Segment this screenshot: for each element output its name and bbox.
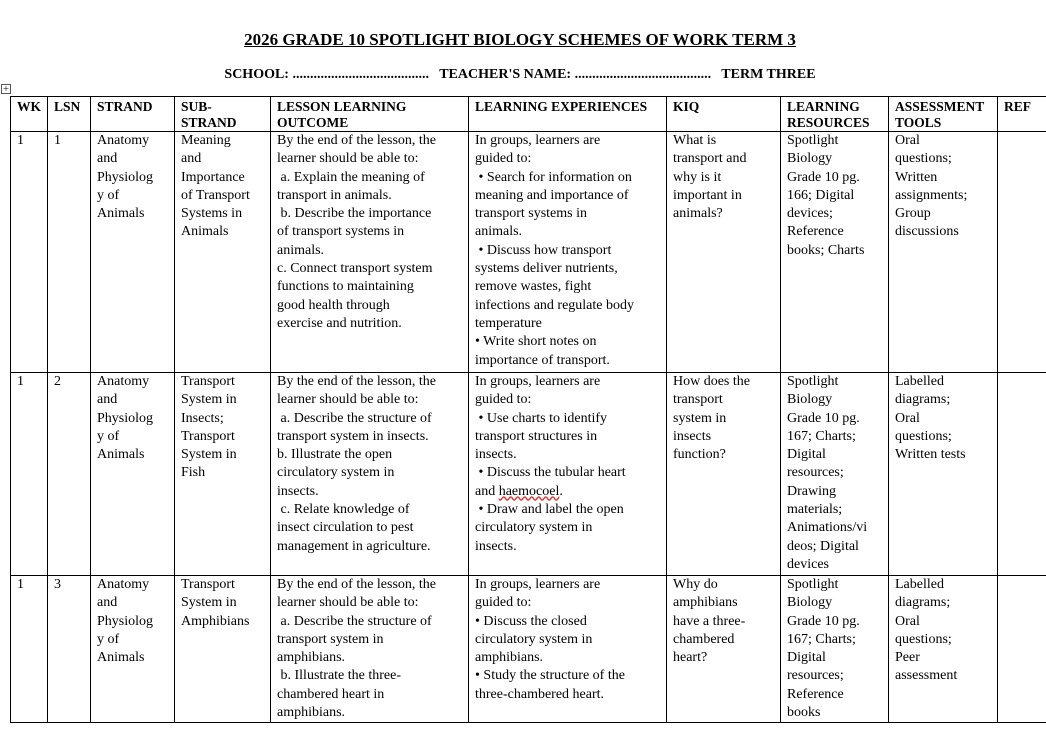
cell-line: Biology xyxy=(787,595,833,611)
header-assessment xyxy=(889,97,998,132)
cell-line: transport in animals. xyxy=(277,187,392,203)
cell-line: OUTCOME xyxy=(277,115,349,130)
cell-line: Spotlight xyxy=(787,577,839,592)
cell-ref[interactable] xyxy=(998,373,1046,576)
cell-line: Anatomy xyxy=(97,133,150,148)
cell-line: Reference xyxy=(787,224,844,240)
cell-line: c. Connect transport system xyxy=(277,261,433,277)
cell-line: guided to: xyxy=(475,595,532,611)
cell-line: By the end of the lesson, the xyxy=(277,374,437,389)
cell-line: infections and regulate body xyxy=(475,297,635,313)
table-row xyxy=(11,132,1046,373)
cell-line: amphibians. xyxy=(475,650,544,666)
cell-line: Written tests xyxy=(895,447,966,463)
cell-line: Transport xyxy=(181,428,235,444)
cell-line: Meaning xyxy=(181,133,231,148)
cell-line: function? xyxy=(673,447,726,463)
header-experiences: LEARNING EXPERIENCES xyxy=(469,97,667,132)
cell-line: Oral xyxy=(895,133,920,148)
cell-line: y of xyxy=(97,187,120,203)
cell-line: of transport systems in xyxy=(277,224,405,240)
cell-line: Animals xyxy=(97,206,145,222)
header-ref: REF xyxy=(998,97,1046,132)
cell-line: Reference xyxy=(787,686,844,702)
cell-lsn[interactable]: 2 xyxy=(48,373,91,576)
cell-line: transport system in insects. xyxy=(277,428,429,444)
cell-line: assessment xyxy=(895,668,958,684)
cell-line: three-chambered heart. xyxy=(475,686,605,702)
cell-line: Insects; xyxy=(181,410,224,426)
cell-line: animals. xyxy=(475,224,523,240)
cell-line: Oral xyxy=(895,410,920,426)
cell-line: discussions xyxy=(895,224,959,240)
cell-line: 167; Charts; xyxy=(787,428,856,444)
cell-line: Grade 10 pg. xyxy=(787,613,860,629)
cell-line: 167; Charts; xyxy=(787,631,856,647)
cell-line: Peer xyxy=(895,650,920,666)
cell-line: management in agriculture. xyxy=(277,538,431,554)
header-lsn: LSN xyxy=(48,97,91,132)
cell-line: importance of transport. xyxy=(475,352,610,368)
cell-line: Anatomy xyxy=(97,577,150,592)
cell-line: In groups, learners are xyxy=(475,133,601,148)
cell-line: materials; xyxy=(787,502,843,518)
cell-line: systems deliver nutrients, xyxy=(475,261,618,277)
cell-line: Group xyxy=(895,206,931,222)
cell-line: In groups, learners are xyxy=(475,374,601,389)
cell-line: RESOURCES xyxy=(787,115,870,130)
cell-line: Spotlight xyxy=(787,133,839,148)
cell-line: animals. xyxy=(277,242,325,258)
cell-line: ASSESSMENT xyxy=(895,99,985,114)
cell-line: By the end of the lesson, the xyxy=(277,133,437,148)
cell-wk[interactable]: 1 xyxy=(11,373,48,576)
cell-line: insects xyxy=(673,428,712,444)
cell-line: • Search for information on xyxy=(475,169,632,185)
cell-line: Transport xyxy=(181,374,235,389)
cell-line: transport system in xyxy=(277,631,384,647)
cell-line: resources; xyxy=(787,668,844,684)
cell-strand[interactable] xyxy=(91,132,175,373)
cell-line: transport systems in xyxy=(475,206,587,222)
cell-line: Systems in xyxy=(181,206,243,222)
cell-line: Spotlight xyxy=(787,374,839,389)
cell-line: • Draw and label the open xyxy=(475,502,624,518)
cell-line: Drawing xyxy=(787,483,836,499)
cell-line: heart? xyxy=(673,650,708,666)
cell-line: of Transport xyxy=(181,187,250,203)
cell-sub-strand[interactable] xyxy=(175,576,271,723)
cell-assessment[interactable] xyxy=(889,132,998,373)
cell-line: a. Explain the meaning of xyxy=(277,169,425,185)
cell-line: books; Charts xyxy=(787,242,865,258)
cell-ref[interactable] xyxy=(998,132,1046,373)
cell-line: circulatory system in xyxy=(475,631,593,647)
cell-line: meaning and importance of xyxy=(475,187,629,203)
cell-line: devices xyxy=(787,556,829,572)
cell-line: Animals xyxy=(181,224,229,240)
cell-resources[interactable] xyxy=(781,132,889,373)
cell-line: c. Relate knowledge of xyxy=(277,502,410,518)
header-outcome xyxy=(271,97,469,132)
cell-line: Physiolog xyxy=(97,613,154,629)
cell-line: and xyxy=(97,595,118,611)
header-sub-strand xyxy=(175,97,271,132)
cell-sub-strand[interactable] xyxy=(175,373,271,576)
cell-line: learner should be able to: xyxy=(277,151,419,167)
header-strand: STRAND xyxy=(91,97,175,132)
cell-line: exercise and nutrition. xyxy=(277,315,402,331)
cell-sub-strand[interactable] xyxy=(175,132,271,373)
cell-line: Biology xyxy=(787,392,833,408)
cell-strand[interactable] xyxy=(91,576,175,723)
move-handle-icon[interactable]: + xyxy=(2,84,10,93)
cell-line: chambered heart in xyxy=(277,686,385,702)
cell-line: • Discuss the closed xyxy=(475,613,587,629)
document-title: 2026 GRADE 10 SPOTLIGHT BIOLOGY SCHEMES OF WORK TERM 3 xyxy=(244,30,796,49)
cell-line: and haemocoel. xyxy=(475,483,563,499)
cell-line: and xyxy=(181,151,202,167)
cell-line: insects. xyxy=(475,447,517,463)
cell-line: LESSON LEARNING xyxy=(277,99,407,114)
cell-line: temperature xyxy=(475,315,542,331)
cell-line: insect circulation to pest xyxy=(277,520,414,536)
cell-line: Physiolog xyxy=(97,410,154,426)
cell-line: and xyxy=(97,151,118,167)
cell-line: Fish xyxy=(181,465,206,481)
cell-kiq[interactable] xyxy=(667,132,781,373)
cell-line: questions; xyxy=(895,631,952,647)
cell-line: In groups, learners are xyxy=(475,577,601,592)
cell-wk[interactable]: 1 xyxy=(11,132,48,373)
cell-line: By the end of the lesson, the xyxy=(277,577,437,592)
cell-line: transport and xyxy=(673,151,747,167)
cell-line: Importance xyxy=(181,169,245,185)
schemes-of-work-table xyxy=(10,96,1046,723)
cell-lsn[interactable]: 1 xyxy=(48,132,91,373)
cell-line: diagrams; xyxy=(895,595,951,611)
cell-line: System in xyxy=(181,595,237,611)
cell-line: • Write short notes on xyxy=(475,334,597,350)
cell-line: functions to maintaining xyxy=(277,279,414,295)
cell-outcome[interactable] xyxy=(271,576,469,723)
cell-line: insects. xyxy=(475,538,517,554)
cell-line: Labelled xyxy=(895,374,944,389)
cell-line: transport xyxy=(673,392,723,408)
cell-line: deos; Digital xyxy=(787,538,859,554)
header-wk: WK xyxy=(11,97,48,132)
table-row xyxy=(11,576,1046,723)
cell-line: Grade 10 pg. xyxy=(787,410,860,426)
cell-line: books xyxy=(787,705,821,721)
cell-kiq[interactable] xyxy=(667,576,781,723)
cell-line: system in xyxy=(673,410,727,426)
cell-line: Written xyxy=(895,169,938,185)
cell-line: b. Illustrate the three- xyxy=(277,668,402,684)
cell-line: b. Illustrate the open xyxy=(277,447,393,463)
cell-strand[interactable] xyxy=(91,373,175,576)
cell-line: good health through xyxy=(277,297,390,313)
cell-line: Grade 10 pg. xyxy=(787,169,860,185)
cell-line: amphibians. xyxy=(277,650,346,666)
cell-line: a. Describe the structure of xyxy=(277,613,432,629)
cell-line: guided to: xyxy=(475,392,532,408)
cell-line: learner should be able to: xyxy=(277,595,419,611)
cell-line: Labelled xyxy=(895,577,944,592)
cell-line: STRAND xyxy=(181,115,237,130)
cell-line: Animations/vi xyxy=(787,520,868,536)
cell-line: and xyxy=(97,392,118,408)
cell-line: why is it xyxy=(673,169,722,185)
cell-line: Why do xyxy=(673,577,718,592)
cell-line: Biology xyxy=(787,151,833,167)
cell-line: Animals xyxy=(97,447,145,463)
cell-line: b. Describe the importance xyxy=(277,206,432,222)
cell-line: insects. xyxy=(277,483,319,499)
cell-line: y of xyxy=(97,428,120,444)
cell-line: How does the xyxy=(673,374,750,389)
cell-experiences[interactable] xyxy=(469,132,667,373)
cell-line: What is xyxy=(673,133,717,148)
cell-line: a. Describe the structure of xyxy=(277,410,432,426)
cell-line: • Discuss the tubular heart xyxy=(475,465,626,481)
cell-line: questions; xyxy=(895,428,952,444)
cell-line: amphibians. xyxy=(277,705,346,721)
cell-line: learner should be able to: xyxy=(277,392,419,408)
cell-assessment[interactable] xyxy=(889,373,998,576)
cell-wk[interactable]: 1 xyxy=(11,576,48,723)
cell-line: important in xyxy=(673,187,742,203)
cell-line: Amphibians xyxy=(181,613,250,629)
cell-resources[interactable] xyxy=(781,576,889,723)
cell-line: questions; xyxy=(895,151,952,167)
cell-line: circulatory system in xyxy=(475,520,593,536)
cell-experiences[interactable] xyxy=(469,576,667,723)
cell-outcome[interactable] xyxy=(271,373,469,576)
cell-lsn[interactable]: 3 xyxy=(48,576,91,723)
cell-line: Anatomy xyxy=(97,374,150,389)
cell-line: SUB- xyxy=(181,99,212,114)
cell-line: • Discuss how transport xyxy=(475,242,612,258)
cell-line: LEARNING xyxy=(787,99,860,114)
cell-line: 166; Digital xyxy=(787,187,855,203)
cell-line: chambered xyxy=(673,631,735,647)
cell-line: Digital xyxy=(787,650,826,666)
cell-assessment[interactable] xyxy=(889,576,998,723)
header-info-line: SCHOOL: ....................................... TEACHER'S NAME: ....................................... TERM THREE xyxy=(224,67,816,82)
cell-line: Digital xyxy=(787,447,826,463)
cell-line: devices; xyxy=(787,206,833,222)
cell-line: Oral xyxy=(895,613,920,629)
cell-kiq[interactable] xyxy=(667,373,781,576)
table-row xyxy=(11,373,1046,576)
cell-line: y of xyxy=(97,631,120,647)
cell-line: • Study the structure of the xyxy=(475,668,625,684)
cell-line: resources; xyxy=(787,465,844,481)
cell-line: Transport xyxy=(181,577,235,592)
cell-line: System in xyxy=(181,447,237,463)
cell-outcome[interactable] xyxy=(271,132,469,373)
cell-line: remove wastes, fight xyxy=(475,279,592,295)
cell-line: TOOLS xyxy=(895,115,942,130)
cell-line: diagrams; xyxy=(895,392,951,408)
cell-line: • Use charts to identify xyxy=(475,410,608,426)
cell-line: System in xyxy=(181,392,237,408)
cell-line: have a three- xyxy=(673,613,746,629)
cell-line: amphibians xyxy=(673,595,738,611)
cell-line: Animals xyxy=(97,650,145,666)
table-header-row xyxy=(11,97,1046,132)
cell-line: Physiolog xyxy=(97,169,154,185)
cell-line: guided to: xyxy=(475,151,532,167)
header-kiq: KIQ xyxy=(667,97,781,132)
cell-line: circulatory system in xyxy=(277,465,395,481)
cell-line: assignments; xyxy=(895,187,968,203)
cell-line: transport structures in xyxy=(475,428,598,444)
cell-experiences[interactable] xyxy=(469,373,667,576)
header-resources xyxy=(781,97,889,132)
cell-line: animals? xyxy=(673,206,723,222)
cell-ref[interactable] xyxy=(998,576,1046,723)
cell-resources[interactable] xyxy=(781,373,889,576)
